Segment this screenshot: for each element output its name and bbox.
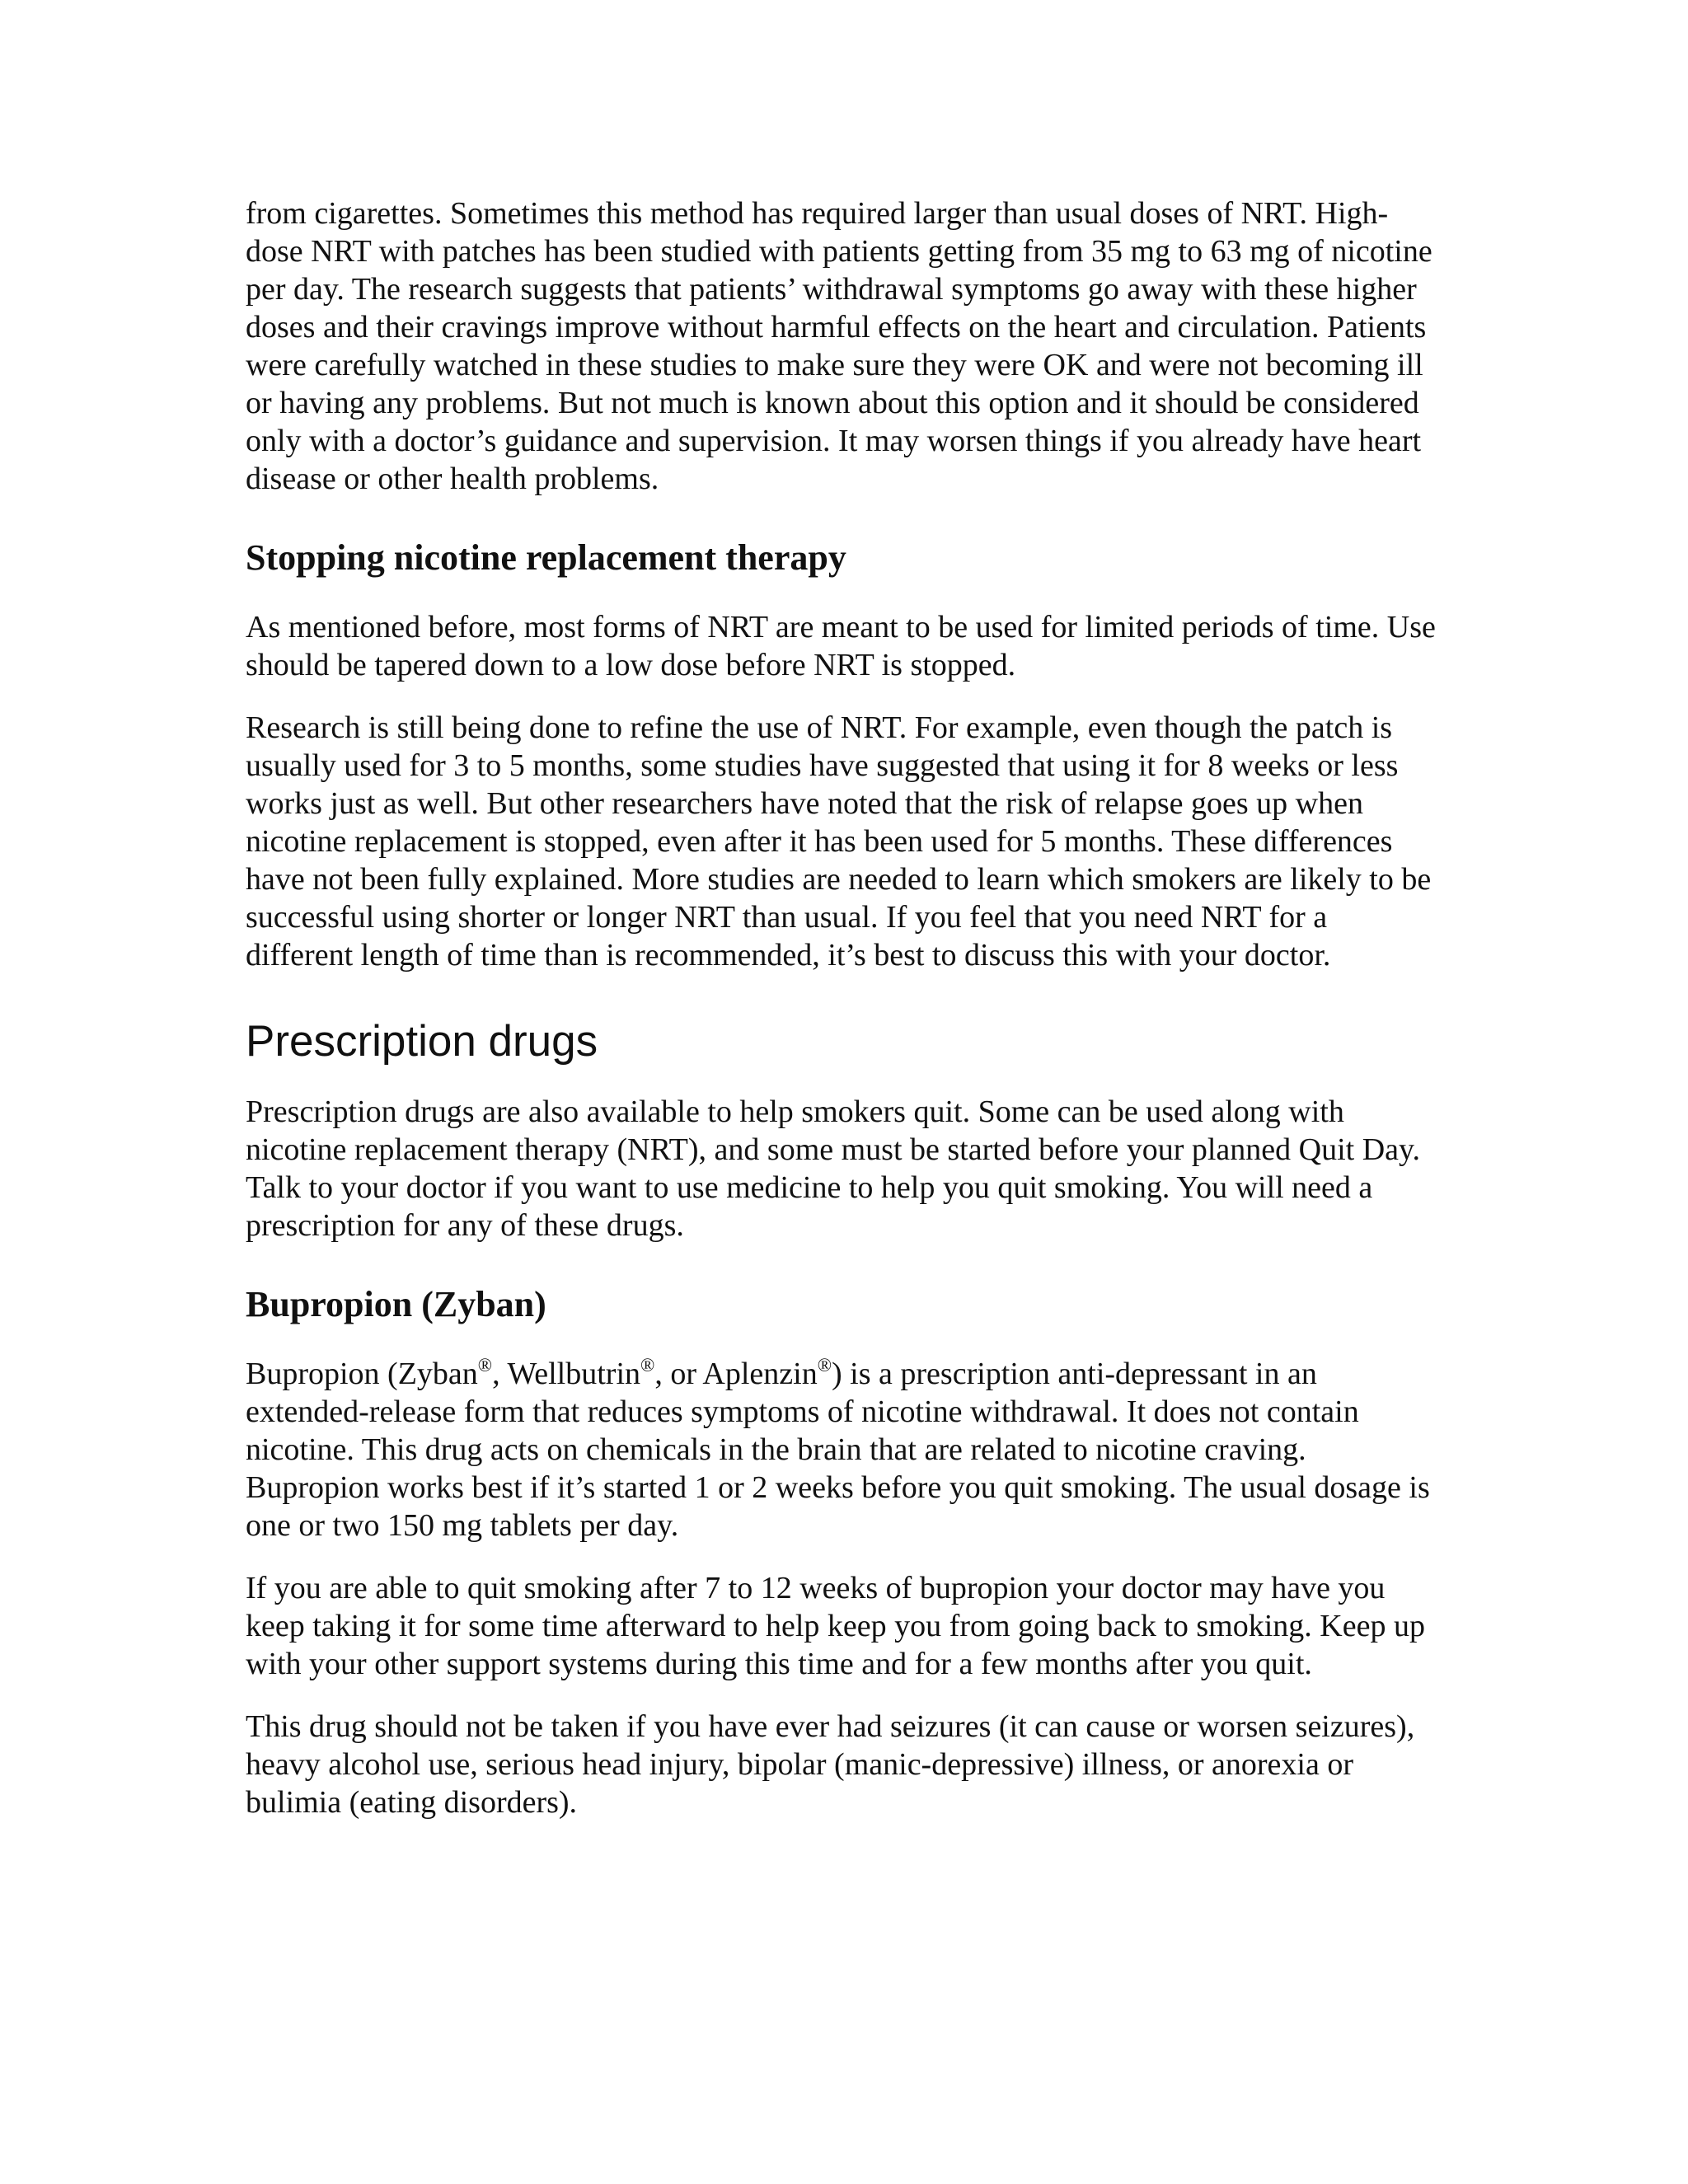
document-page: [246, 194, 1441, 1846]
registered-mark: ®: [640, 1355, 655, 1376]
bupropion-text-a: Bupropion (Zyban: [246, 1357, 478, 1391]
bupropion-paragraph-2: If you are able to quit smoking after 7 to 12 weeks of bupropion your doctor may have you keep taking it for some time afterward to help keep you from going back to smoking. Keep up with your other support systems during this time and for a few months after you quit.: [246, 1571, 1425, 1681]
bupropion-text-b: , Wellbutrin: [492, 1357, 641, 1391]
registered-mark: ®: [817, 1355, 832, 1376]
intro-paragraph: from cigarettes. Sometimes this method has required larger than usual doses of NRT. High-dose NRT with patches has been studied with patients getting from 35 mg to 63 mg of nicotine per day. The research suggests that patients’ withdrawal symptoms go away with these higher doses and their cravings improve without harmful effects on the heart and circulation. Patients were carefully watched in these studies to make sure they were OK and were not becoming ill or having any problems. But not much is known about this option and it should be considered only with a doctor’s guidance and supervision. It may worsen things if you already have heart disease or other health problems.: [246, 196, 1432, 496]
bupropion-paragraph-1: [246, 1355, 1441, 1544]
prescription-drugs-heading: Prescription drugs: [246, 1017, 598, 1066]
stopping-nrt-paragraph-1: As mentioned before, most forms of NRT are meant to be used for limited periods of time. Use should be tapered down to a low dose before NRT is stopped.: [246, 610, 1436, 682]
registered-mark: ®: [477, 1355, 493, 1376]
bupropion-heading: Bupropion (Zyban): [246, 1284, 546, 1324]
bupropion-text-c: , or Aplenzin: [654, 1357, 818, 1391]
bupropion-text-d: ) is a prescription anti-depressant in an extended-release form that reduces symptoms of nicotine withdrawal. It does not contain nicotine. This drug acts on chemicals in the brain that are related to nicotine craving. Bupropion works best if it’s started 1 or 2 weeks before you quit smoking. The usual dosage is one or two 150 mg tablets per day.: [246, 1357, 1430, 1543]
bupropion-paragraph-3: This drug should not be taken if you have ever had seizures (it can cause or worsen seizures), heavy alcohol use, serious head injury, bipolar (manic-depressive) illness, or anorexia or bulimia (eating disorders).: [246, 1709, 1415, 1820]
stopping-nrt-heading: Stopping nicotine replacement therapy: [246, 537, 846, 578]
stopping-nrt-paragraph-2: Research is still being done to refine the use of NRT. For example, even though the patch is usually used for 3 to 5 months, some studies have suggested that using it for 8 weeks or less works just as well. But other researchers have noted that the risk of relapse goes up when nicotine replacement is stopped, even after it has been used for 5 months. These differences have not been fully explained. More studies are needed to learn which smokers are likely to be successful using shorter or longer NRT than usual. If you feel that you need NRT for a different length of time than is recommended, it’s best to discuss this with your doctor.: [246, 710, 1432, 972]
prescription-drugs-paragraph: Prescription drugs are also available to help smokers quit. Some can be used along with nicotine replacement therapy (NRT), and some must be started before your planned Quit Day. Talk to your doctor if you want to use medicine to help you quit smoking. You will need a prescription for any of these drugs.: [246, 1094, 1421, 1243]
